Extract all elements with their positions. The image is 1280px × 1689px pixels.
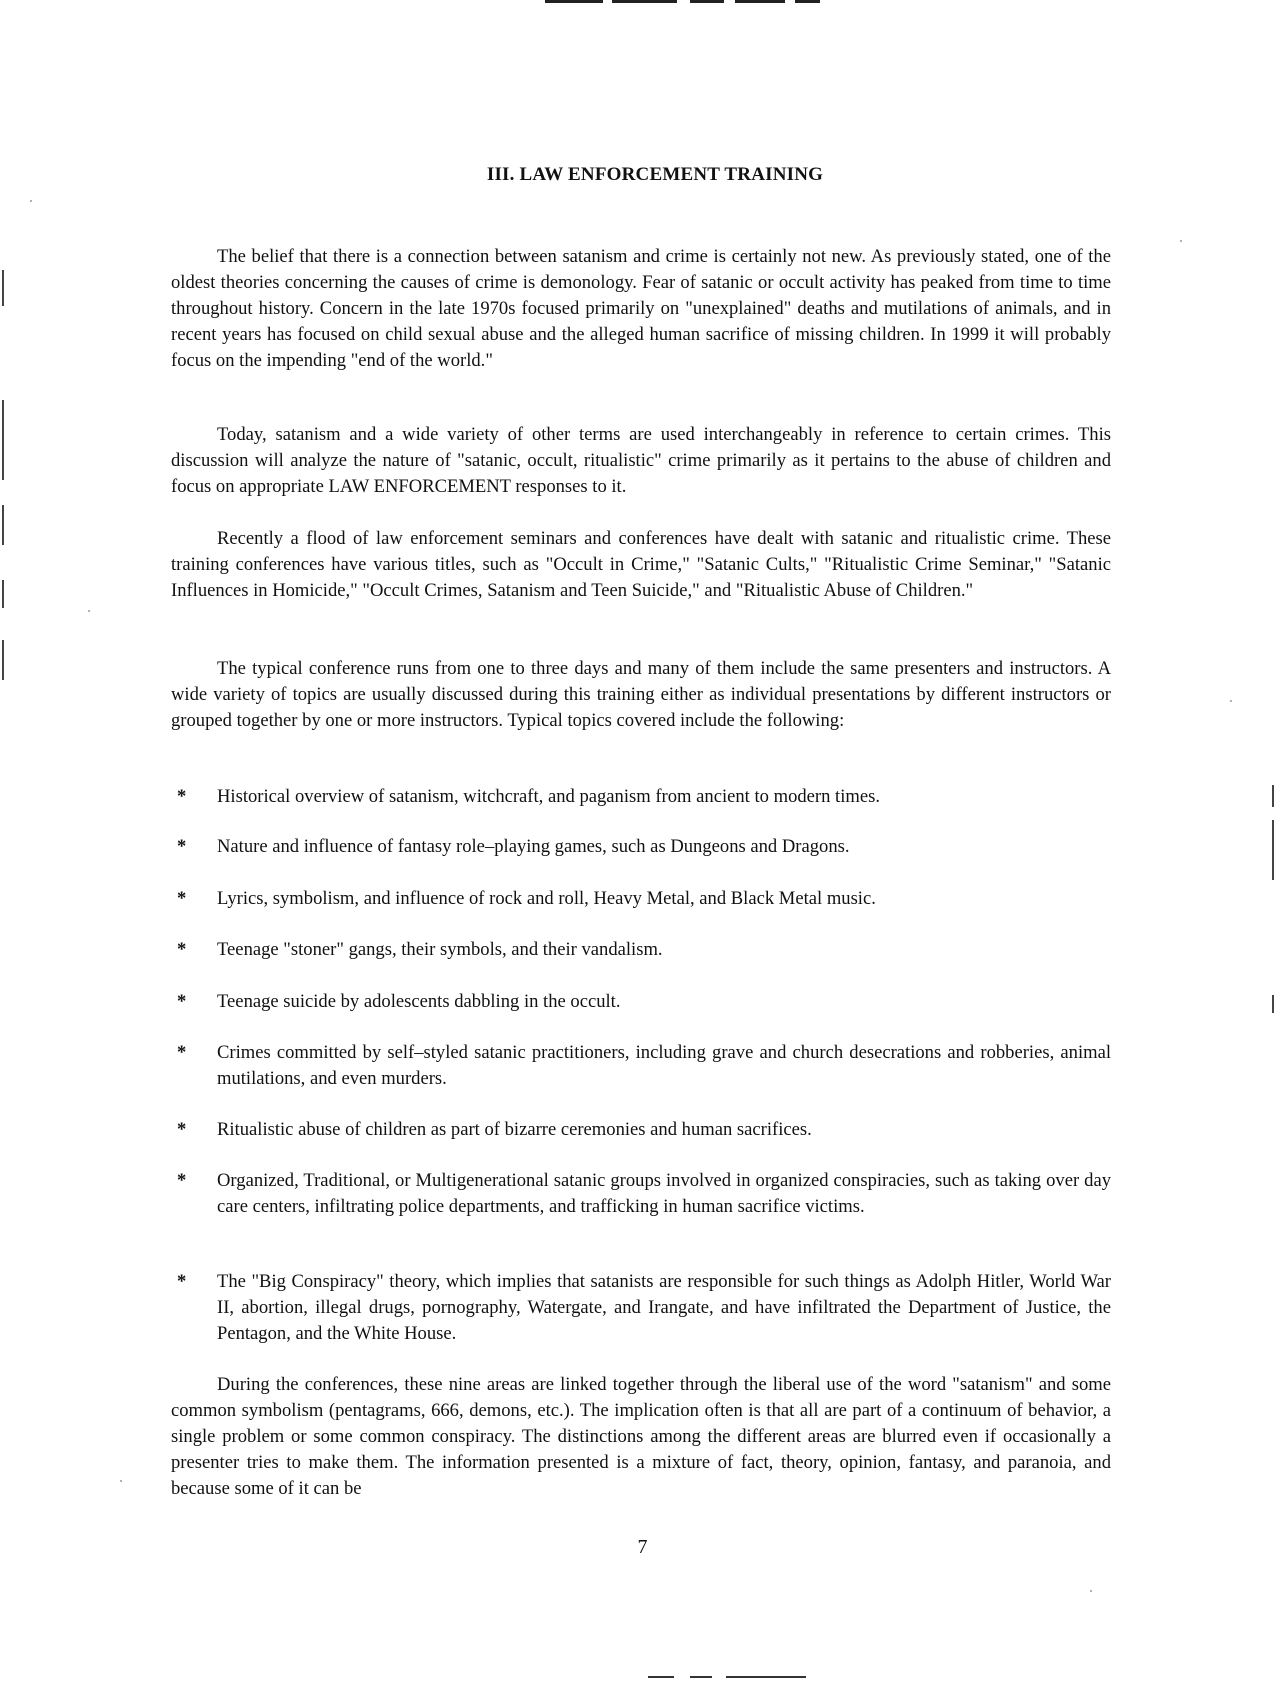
scan-speck bbox=[1090, 1590, 1092, 1592]
left-margin-mark bbox=[2, 270, 4, 306]
list-item bbox=[171, 886, 1111, 912]
list-item-text: Lyrics, symbolism, and influence of rock and roll, Heavy Metal, and Black Metal music. bbox=[217, 888, 876, 909]
scan-top-rule bbox=[735, 0, 785, 3]
list-item bbox=[171, 937, 1111, 963]
list-item-text: Teenage "stoner" gangs, their symbols, and their vandalism. bbox=[217, 939, 663, 960]
bullet-marker: * bbox=[177, 1042, 187, 1063]
left-margin-mark bbox=[2, 580, 4, 608]
bullet-marker: * bbox=[177, 1170, 187, 1191]
list-item bbox=[171, 1168, 1111, 1220]
bullet-marker: * bbox=[177, 939, 187, 960]
paragraph-5: During the conferences, these nine areas are linked together through the liberal use of the word "satanism" and some common symbolism (pentagrams, 666, demons, etc.). The implication often is that all are part of a continuum of behavior, a single problem or some common conspiracy. The distinctions among the different areas are blurred even if occasionally a presenter tries to make them. The information presented is a mixture of fact, theory, opinion, fantasy, and paranoia, and because some of it can be bbox=[171, 1374, 1111, 1499]
right-margin-mark bbox=[1272, 995, 1274, 1013]
paragraph-3: Recently a flood of law enforcement seminars and conferences have dealt with satanic and ritualistic crime. These training conferences have various titles, such as "Occult in Crime," "Satanic Cults," "Ritualistic Crime Seminar," "Satanic Influences in Homicide," "Occult Crimes, Satanism and Teen Suicide," and "Ritualistic Abuse of Children." bbox=[171, 528, 1111, 601]
bullet-marker: * bbox=[177, 1119, 187, 1140]
list-item bbox=[171, 1040, 1111, 1092]
left-margin-mark bbox=[2, 505, 4, 545]
right-margin-mark bbox=[1272, 785, 1274, 807]
intro-paragraphs bbox=[171, 656, 1111, 734]
bullet-marker: * bbox=[177, 1271, 187, 1292]
list-item bbox=[171, 784, 1111, 810]
list-item-text: Nature and influence of fantasy role–playing games, such as Dungeons and Dragons. bbox=[217, 836, 850, 857]
list-item-text: Crimes committed by self–styled satanic practitioners, including grave and church desecrations and robberies, animal mutilations, and even murders. bbox=[217, 1042, 1111, 1089]
list-item-text: The "Big Conspiracy" theory, which implies that satanists are responsible for such things as Adolph Hitler, World War II, abortion, illegal drugs, pornography, Watergate, and Irangate, and have infiltrated the Department of Justice, the Pentagon, and the White House. bbox=[217, 1271, 1111, 1344]
scan-speck bbox=[1180, 240, 1182, 242]
scan-speck bbox=[1230, 700, 1232, 702]
scan-speck bbox=[120, 1480, 122, 1482]
paragraph-2: Today, satanism and a wide variety of other terms are used interchangeably in reference to certain crimes. This discussion will analyze the nature of "satanic, occult, ritualistic" crime primarily as it pertains to the abuse of children and focus on appropriate LAW ENFORCEMENT responses to it. bbox=[171, 424, 1111, 497]
scan-top-rule bbox=[795, 0, 820, 3]
scan-bottom-rule bbox=[648, 1676, 674, 1678]
list-item bbox=[171, 1269, 1111, 1347]
scan-bottom-rule bbox=[726, 1676, 806, 1678]
paragraph-4: The typical conference runs from one to three days and many of them include the same presenters and instructors. A wide variety of topics are usually discussed during this training either as individual presentations by different instructors or grouped together by one or more instructors. Typical topics covered include the following: bbox=[171, 658, 1111, 731]
scan-top-rule bbox=[690, 0, 724, 3]
section-heading: III. LAW ENFORCEMENT TRAINING bbox=[486, 164, 824, 185]
list-item bbox=[171, 834, 1111, 860]
list-item-text: Teenage suicide by adolescents dabbling in the occult. bbox=[217, 991, 621, 1012]
list-item bbox=[171, 1117, 1111, 1143]
intro-paragraphs bbox=[171, 422, 1111, 500]
list-item bbox=[171, 989, 1111, 1015]
left-margin-mark bbox=[2, 640, 4, 680]
list-item-text: Ritualistic abuse of children as part of bizarre ceremonies and human sacrifices. bbox=[217, 1119, 812, 1140]
scan-speck bbox=[30, 200, 32, 202]
list-item-text: Historical overview of satanism, witchcraft, and paganism from ancient to modern times. bbox=[217, 786, 880, 807]
scan-speck bbox=[88, 610, 90, 612]
scan-top-rule bbox=[612, 0, 677, 3]
bullet-marker: * bbox=[177, 786, 187, 807]
page-number: 7 bbox=[637, 1536, 648, 1558]
intro-paragraphs bbox=[171, 526, 1111, 604]
intro-paragraphs bbox=[171, 244, 1111, 374]
bullet-marker: * bbox=[177, 991, 187, 1012]
bullet-marker: * bbox=[177, 836, 187, 857]
right-margin-mark bbox=[1272, 820, 1274, 880]
closing-paragraph-block bbox=[171, 1372, 1111, 1502]
bullet-marker: * bbox=[177, 888, 187, 909]
scan-top-rule bbox=[545, 0, 603, 3]
list-item-text: Organized, Traditional, or Multigenerational satanic groups involved in organized conspiracies, such as taking over day care centers, infiltrating police departments, and trafficking in human sacrifice victims. bbox=[217, 1170, 1111, 1217]
scan-bottom-rule bbox=[690, 1676, 712, 1678]
left-margin-mark bbox=[2, 400, 4, 480]
paragraph-1: The belief that there is a connection between satanism and crime is certainly not new. As previously stated, one of the oldest theories concerning the causes of crime is demonology. Fear of satanic or occult activity has peaked from time to time throughout history. Concern in the late 1970s focused primarily on "unexplained" deaths and mutilations of animals, and in recent years has focused on child sexual abuse and the alleged human sacrifice of missing children. In 1999 it will probably focus on the impending "end of the world." bbox=[171, 246, 1111, 371]
